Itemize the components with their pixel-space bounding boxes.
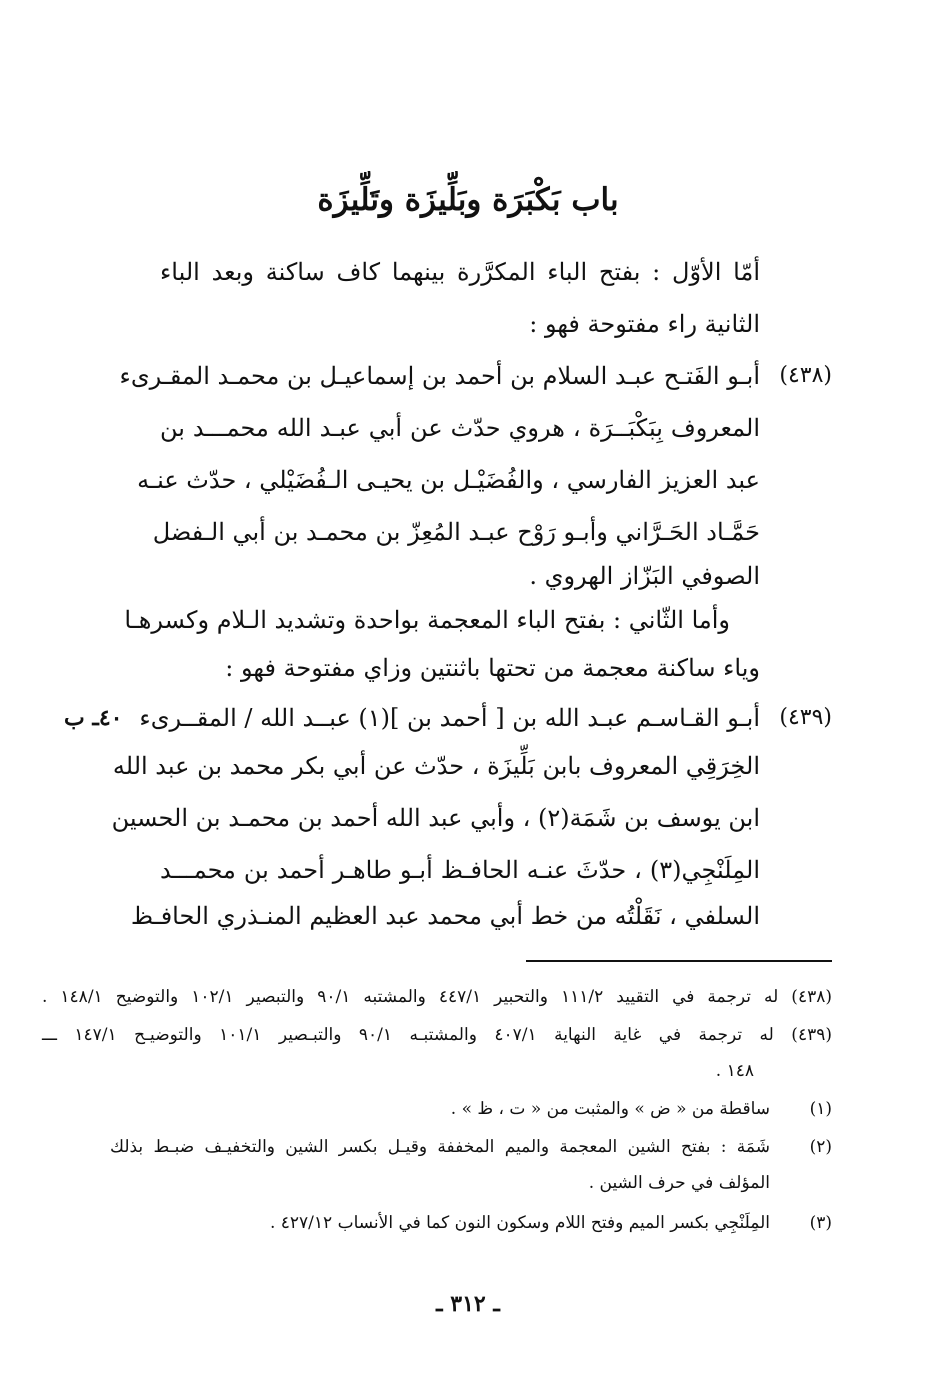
entry-438-line-4: حَمَّـاد الحَـرَّاني وأبـو رَوْح عبـد المُعِزّ بن محمـد بن أبي الـفضل <box>152 518 760 546</box>
footnote-2-number: (٢) <box>809 1137 832 1157</box>
footnote-2-line-2: المؤلف في حرف الشين . <box>588 1173 770 1193</box>
entry-438-line-1: أبـو الفَتـح عبـد السلام بن أحمد بن إسماعيـل بن محمـد المقـرىء <box>119 362 760 390</box>
entry-438-line-5: الصوفي البَزّاز الهروي . <box>529 562 760 590</box>
footnote-1: ساقطة من « ض » والمثبت من « ت ، ظ » . <box>450 1099 770 1119</box>
second-line-2: وياء ساكنة معجمة من تحتها باثنتين وزاي مفتوحة فهو : <box>225 654 760 682</box>
intro-line-1: أمّا الأوّل : بفتح الباء المكرَّرة بينهما كاف ساكنة وبعد الباء <box>160 258 760 286</box>
entry-438-line-2: المعروف بِبَكْبَــرَة ، هروي حدّث عن أبي عبـد الله محمـــد بن <box>160 414 760 442</box>
entry-number-439: (٤٣٩) <box>779 705 832 730</box>
footnote-separator <box>526 960 832 962</box>
footnote-3: المِلَنْجِي بكسر الميم وفتح اللام وسكون النون كما في الأنساب ٤٢٧/١٢ . <box>269 1213 770 1233</box>
footnote-438: (٤٣٨) له ترجمة في التقييد ١١١/٢ والتحبير ٤٤٧/١ والمشتبه ٩٠/١ والتبصير ١٠٢/١ والتوضيح ١٤٨/١ . <box>42 987 832 1007</box>
intro-line-2: الثانية راء مفتوحة فهو : <box>529 310 760 338</box>
entry-439-line-2: الخِرَقِي المعروف بابن بَلِّيزَة ، حدّث عن أبي بكر محمد بن عبد الله <box>112 752 760 780</box>
footnote-439-line-1: (٤٣٩) له ترجمة في غاية النهاية ٤٠٧/١ والمشتبـه ٩٠/١ والتبـصير ١٠١/١ والتوضيـح ١٤٧/١ ـــ <box>42 1025 832 1045</box>
page-number: ـ ٣١٢ ـ <box>436 1291 500 1317</box>
chapter-title: باب بَكْبَرَة وبَلِّيزَة وتَلِّيزَة <box>317 182 619 218</box>
entry-number-438: (٤٣٨) <box>779 363 832 388</box>
footnote-2-line-1: شَمَة : بفتح الشين المعجمة والميم المخففة وقيـل بكسر الشين والتخفيـف ضبـط بذلك <box>110 1137 770 1157</box>
entry-439-line-4: المِلَنْجِي(٣) ، حدّثَ عنـه الحافـظ أبـو طاهـر أحمد بن محمـــد <box>160 856 760 884</box>
footnote-3-number: (٣) <box>809 1213 832 1233</box>
entry-438-line-3: عبد العزيز الفارسي ، والفُضَيْـل بن يحيـى الـفُضَيْلي ، حدّث عنـه <box>137 466 760 494</box>
footnote-1-number: (١) <box>809 1099 832 1119</box>
manuscript-folio-note: ٤٠ـ ب <box>64 705 123 731</box>
second-line-1: وأما الثّاني : بفتح الباء المعجمة بواحدة وتشديد الـلام وكسرهـا <box>124 606 730 634</box>
entry-439-line-1: أبـو القـاسـم عبـد الله بن [ أحمد بن ](١) عبــد الله / المقــرىء <box>139 704 760 732</box>
entry-439-line-3: ابن يوسف بن شَمَة(٢) ، وأبي عبد الله أحمد بن محمـد بن الحسين <box>111 804 760 832</box>
entry-439-line-5: السلفي ، نَقَلْتُه من خط أبي محمد عبد العظيم المنـذري الحافـظ <box>130 902 760 930</box>
footnote-439-line-2: ١٤٨ . <box>715 1061 754 1081</box>
